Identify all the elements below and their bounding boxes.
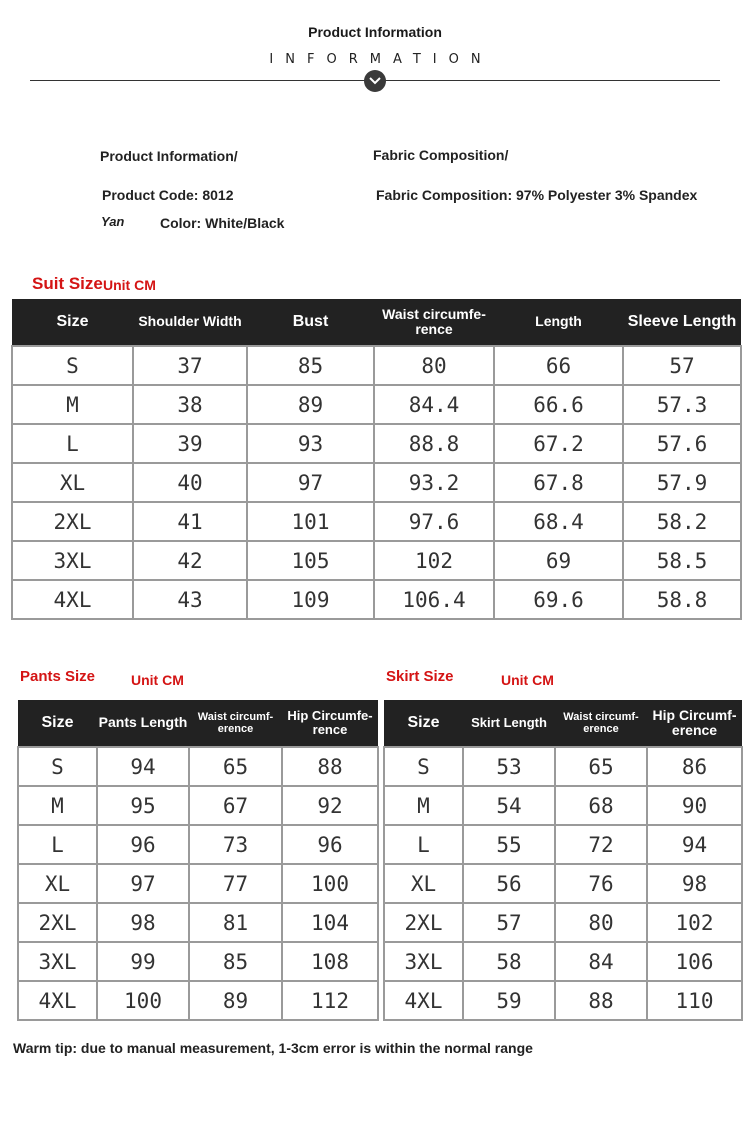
size-cell: 4XL <box>12 580 133 619</box>
measurement-cell: 42 <box>133 541 247 580</box>
fabric-composition: Fabric Composition: 97% Polyester 3% Spandex <box>376 187 698 203</box>
size-cell: S <box>18 747 97 786</box>
product-code: Product Code: 8012 <box>102 187 234 203</box>
table-row <box>12 580 741 619</box>
skirt-header-cell: Size <box>384 700 463 747</box>
measurement-cell: 98 <box>647 864 742 903</box>
measurement-cell: 94 <box>97 747 189 786</box>
suit-size-label: Suit Size <box>32 274 103 293</box>
measurement-cell: 94 <box>647 825 742 864</box>
measurement-cell: 93 <box>247 424 374 463</box>
measurement-cell: 57.9 <box>623 463 741 502</box>
measurement-cell: 89 <box>189 981 282 1020</box>
suit-size-table <box>11 299 742 620</box>
measurement-cell: 56 <box>463 864 555 903</box>
skirt-unit-label: Unit CM <box>501 672 554 688</box>
measurement-cell: 69 <box>494 541 623 580</box>
measurement-cell: 96 <box>97 825 189 864</box>
table-row <box>12 541 741 580</box>
measurement-cell: 58.5 <box>623 541 741 580</box>
measurement-cell: 88.8 <box>374 424 494 463</box>
suit-unit-label: Unit CM <box>103 277 156 293</box>
measurement-cell: 97 <box>97 864 189 903</box>
measurement-cell: 72 <box>555 825 647 864</box>
measurement-cell: 57 <box>463 903 555 942</box>
measurement-cell: 88 <box>555 981 647 1020</box>
product-info-label: Product Information/ <box>100 148 238 164</box>
size-cell: 2XL <box>12 502 133 541</box>
measurement-cell: 100 <box>97 981 189 1020</box>
measurement-cell: 57 <box>623 346 741 385</box>
suit-header-cell: Shoulder Width <box>133 299 247 346</box>
size-cell: XL <box>384 864 463 903</box>
measurement-cell: 67.8 <box>494 463 623 502</box>
pants-unit-label: Unit CM <box>131 672 184 688</box>
size-cell: 3XL <box>18 942 97 981</box>
measurement-cell: 40 <box>133 463 247 502</box>
page-title: Product Information <box>308 24 442 40</box>
table-row <box>18 903 378 942</box>
table-row <box>18 981 378 1020</box>
measurement-cell: 68 <box>555 786 647 825</box>
measurement-cell: 58.2 <box>623 502 741 541</box>
product-color: Color: White/Black <box>160 215 285 231</box>
skirt-header-cell: Skirt Length <box>463 700 555 747</box>
suit-header-cell: Bust <box>247 299 374 346</box>
size-cell: 3XL <box>12 541 133 580</box>
measurement-cell: 109 <box>247 580 374 619</box>
size-cell: 4XL <box>384 981 463 1020</box>
measurement-cell: 80 <box>374 346 494 385</box>
measurement-cell: 68.4 <box>494 502 623 541</box>
table-row <box>384 981 742 1020</box>
measurement-cell: 108 <box>282 942 378 981</box>
table-row <box>12 385 741 424</box>
size-cell: S <box>12 346 133 385</box>
measurement-cell: 65 <box>555 747 647 786</box>
measurement-cell: 67 <box>189 786 282 825</box>
warm-tip: Warm tip: due to manual measurement, 1-3cm error is within the normal range <box>13 1040 533 1056</box>
measurement-cell: 58 <box>463 942 555 981</box>
table-row <box>384 747 742 786</box>
measurement-cell: 66 <box>494 346 623 385</box>
measurement-cell: 90 <box>647 786 742 825</box>
fabric-label: Fabric Composition/ <box>373 147 509 163</box>
size-cell: L <box>12 424 133 463</box>
measurement-cell: 104 <box>282 903 378 942</box>
table-row <box>12 346 741 385</box>
suit-header-cell: Sleeve Length <box>623 299 741 346</box>
measurement-cell: 69.6 <box>494 580 623 619</box>
brand-logo: Yan <box>101 214 125 229</box>
size-cell: XL <box>18 864 97 903</box>
measurement-cell: 84 <box>555 942 647 981</box>
table-row <box>18 942 378 981</box>
measurement-cell: 88 <box>282 747 378 786</box>
measurement-cell: 53 <box>463 747 555 786</box>
suit-header-cell: Length <box>494 299 623 346</box>
measurement-cell: 65 <box>189 747 282 786</box>
table-row <box>18 825 378 864</box>
measurement-cell: 84.4 <box>374 385 494 424</box>
measurement-cell: 37 <box>133 346 247 385</box>
table-row <box>384 825 742 864</box>
suit-header-cell: Waist circumfe-rence <box>374 299 494 346</box>
size-cell: L <box>384 825 463 864</box>
measurement-cell: 38 <box>133 385 247 424</box>
skirt-header-cell: Hip Circumf-erence <box>647 700 742 747</box>
table-row <box>384 942 742 981</box>
measurement-cell: 106.4 <box>374 580 494 619</box>
measurement-cell: 93.2 <box>374 463 494 502</box>
measurement-cell: 67.2 <box>494 424 623 463</box>
measurement-cell: 73 <box>189 825 282 864</box>
measurement-cell: 57.6 <box>623 424 741 463</box>
table-row <box>12 424 741 463</box>
measurement-cell: 97.6 <box>374 502 494 541</box>
measurement-cell: 96 <box>282 825 378 864</box>
page-subtitle: INFORMATION <box>269 52 493 67</box>
measurement-cell: 95 <box>97 786 189 825</box>
skirt-size-label: Skirt Size <box>386 668 454 685</box>
measurement-cell: 105 <box>247 541 374 580</box>
table-row <box>384 903 742 942</box>
measurement-cell: 66.6 <box>494 385 623 424</box>
size-cell: 4XL <box>18 981 97 1020</box>
pants-size-label: Pants Size <box>20 668 96 685</box>
suit-header-cell: Size <box>12 299 133 346</box>
measurement-cell: 100 <box>282 864 378 903</box>
measurement-cell: 59 <box>463 981 555 1020</box>
table-row <box>12 463 741 502</box>
size-cell: M <box>18 786 97 825</box>
measurement-cell: 101 <box>247 502 374 541</box>
table-row <box>12 502 741 541</box>
table-row <box>384 864 742 903</box>
pants-header-cell: Waist circumf-erence <box>189 700 282 747</box>
pants-header-cell: Pants Length <box>97 700 189 747</box>
pants-size-table <box>17 700 379 1021</box>
measurement-cell: 86 <box>647 747 742 786</box>
suit-header-row <box>12 299 741 346</box>
size-cell: M <box>12 385 133 424</box>
measurement-cell: 110 <box>647 981 742 1020</box>
measurement-cell: 85 <box>189 942 282 981</box>
measurement-cell: 92 <box>282 786 378 825</box>
table-row <box>18 864 378 903</box>
table-row <box>18 786 378 825</box>
measurement-cell: 97 <box>247 463 374 502</box>
size-cell: L <box>18 825 97 864</box>
measurement-cell: 57.3 <box>623 385 741 424</box>
measurement-cell: 99 <box>97 942 189 981</box>
skirt-size-table <box>383 700 743 1021</box>
pants-header-row <box>18 700 378 747</box>
pants-header-cell: Size <box>18 700 97 747</box>
measurement-cell: 102 <box>374 541 494 580</box>
size-cell: 3XL <box>384 942 463 981</box>
table-row <box>384 786 742 825</box>
measurement-cell: 81 <box>189 903 282 942</box>
measurement-cell: 77 <box>189 864 282 903</box>
size-cell: 2XL <box>18 903 97 942</box>
size-cell: XL <box>12 463 133 502</box>
size-cell: 2XL <box>384 903 463 942</box>
measurement-cell: 98 <box>97 903 189 942</box>
measurement-cell: 89 <box>247 385 374 424</box>
measurement-cell: 80 <box>555 903 647 942</box>
size-cell: S <box>384 747 463 786</box>
size-cell: M <box>384 786 463 825</box>
measurement-cell: 39 <box>133 424 247 463</box>
measurement-cell: 112 <box>282 981 378 1020</box>
table-row <box>18 747 378 786</box>
measurement-cell: 102 <box>647 903 742 942</box>
measurement-cell: 41 <box>133 502 247 541</box>
measurement-cell: 58.8 <box>623 580 741 619</box>
measurement-cell: 43 <box>133 580 247 619</box>
measurement-cell: 76 <box>555 864 647 903</box>
measurement-cell: 85 <box>247 346 374 385</box>
chevron-down-icon <box>364 70 386 92</box>
skirt-header-cell: Waist circumf-erence <box>555 700 647 747</box>
skirt-header-row <box>384 700 742 747</box>
measurement-cell: 55 <box>463 825 555 864</box>
measurement-cell: 106 <box>647 942 742 981</box>
pants-header-cell: Hip Circumfe-rence <box>282 700 378 747</box>
measurement-cell: 54 <box>463 786 555 825</box>
